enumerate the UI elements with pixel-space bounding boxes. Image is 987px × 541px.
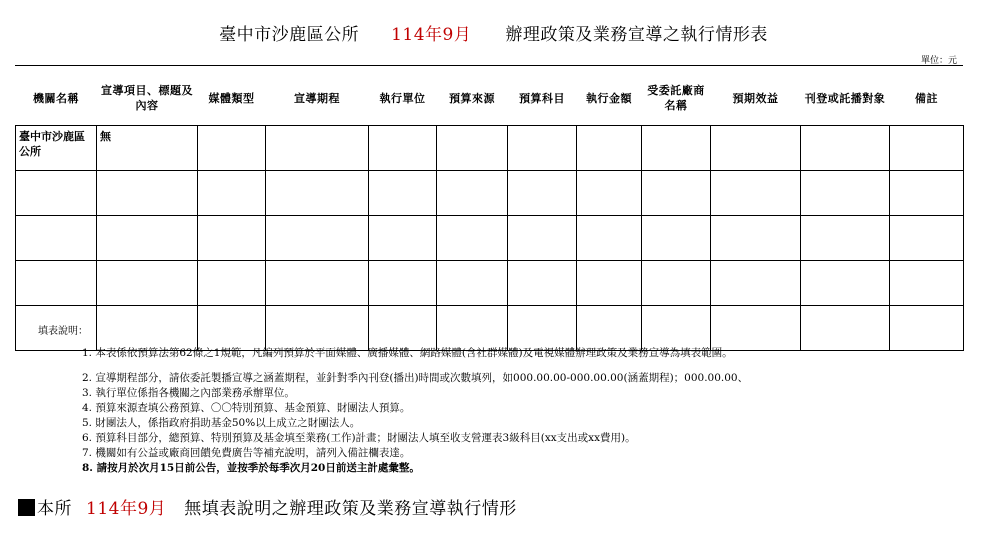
- table-cell: [266, 261, 369, 306]
- table-cell: [97, 216, 198, 261]
- table-cell: [577, 171, 642, 216]
- col-header-amount: 執行金額: [586, 91, 632, 105]
- execution-table: [15, 72, 964, 351]
- col-header-remarks: 備註: [915, 91, 938, 105]
- col-header-media-type: 媒體類型: [208, 91, 255, 105]
- col-header-contractor: 受委託廠商名稱: [647, 84, 705, 112]
- table-cell: [801, 261, 890, 306]
- table-cell: [642, 126, 711, 171]
- col-header-budget-source: 預算來源: [449, 91, 495, 105]
- table-cell: [890, 306, 964, 351]
- note-item: 7. 機關如有公益或廠商回饋免費廣告等補充說明，請列入備註欄表達。: [82, 447, 411, 459]
- col-header-agency: 機關名稱: [33, 91, 79, 105]
- title-office: 臺中市沙鹿區公所: [219, 25, 360, 45]
- table-cell: [890, 216, 964, 261]
- table-cell: [266, 306, 369, 351]
- table-cell: [16, 261, 97, 306]
- footer-text: 無填表說明之辦理政策及業務宣導執行情形: [184, 499, 517, 519]
- footer-prefix: 本所: [37, 499, 72, 519]
- table-cell: [890, 261, 964, 306]
- table-cell: [577, 261, 642, 306]
- note-item: 8. 請按月於次月15日前公告，並按季於每季次月20日前送主計處彙整。: [82, 462, 420, 474]
- table-cell: [801, 306, 890, 351]
- table-row: [16, 171, 964, 216]
- table-cell: [16, 216, 97, 261]
- table-cell: [266, 171, 369, 216]
- table-cell: [508, 306, 577, 351]
- table-cell: [577, 306, 642, 351]
- table-cell: [801, 171, 890, 216]
- table-cell: [642, 216, 711, 261]
- table-cell: [369, 306, 437, 351]
- col-header-budget-account: 預算科目: [519, 91, 565, 105]
- title-period: 114年9月: [391, 25, 472, 45]
- table-cell: [198, 171, 266, 216]
- table-cell: [508, 261, 577, 306]
- table-cell: [369, 126, 437, 171]
- table-cell: [266, 216, 369, 261]
- table-cell: [642, 261, 711, 306]
- table-cell: [711, 216, 801, 261]
- form-title: [0, 20, 987, 46]
- table-cell: [97, 171, 198, 216]
- note-item: 3. 執行單位係指各機關之內部業務承辦單位。: [82, 387, 295, 399]
- table-cell: [890, 126, 964, 171]
- footer-statement: [18, 494, 517, 519]
- table-cell: [369, 171, 437, 216]
- header-rule: [15, 65, 963, 66]
- table-cell: [266, 126, 369, 171]
- table-cell: [198, 126, 266, 171]
- col-header-item: 宣導項目、標題及內容: [101, 84, 193, 112]
- table-cell: [97, 306, 198, 351]
- table-cell: [16, 171, 97, 216]
- notes-list: [82, 346, 972, 476]
- table-cell: [711, 171, 801, 216]
- table-cell: [642, 171, 711, 216]
- table-cell: [642, 306, 711, 351]
- table-cell: [711, 261, 801, 306]
- note-item: 4. 預算來源查填公務預算、〇〇特別預算、基金預算、財團法人預算。: [82, 402, 411, 414]
- table-header-row: [16, 72, 964, 124]
- table-cell: [711, 306, 801, 351]
- square-bullet-icon: [18, 499, 35, 516]
- table-row: [16, 126, 964, 171]
- table-cell: [198, 261, 266, 306]
- title-subject: 辦理政策及業務宣導之執行情形表: [505, 25, 768, 45]
- note-item: 6. 預算科目部分，總預算、特別預算及基金填至業務(工作)計畫；財團法人填至收支營運表3級科目(xx支出或xx費用)。: [82, 432, 636, 444]
- table-row: [16, 306, 964, 351]
- col-header-exec-unit: 執行單位: [379, 91, 426, 105]
- table-cell: [801, 126, 890, 171]
- col-header-target: 刊登或託播對象: [804, 91, 886, 105]
- unit-label: 單位：元: [920, 56, 957, 66]
- note-item: 5. 財團法人，係指政府捐助基金50%以上成立之財團法人。: [82, 417, 361, 429]
- table-cell: [198, 216, 266, 261]
- table-cell: [437, 171, 508, 216]
- table-cell: [577, 126, 642, 171]
- table-cell: [198, 306, 266, 351]
- col-header-schedule: 宣導期程: [294, 91, 340, 105]
- table-cell: [437, 306, 508, 351]
- table-cell: [97, 261, 198, 306]
- table-cell: [437, 216, 508, 261]
- table-cell: [577, 216, 642, 261]
- table-row: [16, 261, 964, 306]
- table-cell: [711, 126, 801, 171]
- table-cell: 無: [97, 126, 198, 171]
- table-cell: [801, 216, 890, 261]
- table-cell: [508, 171, 577, 216]
- table-cell: [890, 171, 964, 216]
- footer-period: 114年9月: [86, 499, 167, 519]
- table-cell: [437, 261, 508, 306]
- table-cell: 臺中市沙鹿區公所: [16, 126, 97, 171]
- table-row: [16, 216, 964, 261]
- table-cell: [508, 216, 577, 261]
- table-cell: [369, 261, 437, 306]
- note-item: 2. 宣導期程部分，請依委託製播宣導之涵蓋期程，並針對季內刊登(播出)時間或次數填列，如000.00.00-000.00.00(涵蓋期程)；000.00.00、: [82, 372, 749, 384]
- notes-label: 填表說明：: [38, 326, 88, 337]
- note-item: 1. 本表係依預算法第62條之1規範，凡編列預算於平面媒體、廣播媒體、網路媒體(含社群媒體)及電視媒體辦理政策及業務宣導為填表範圍。: [82, 347, 733, 359]
- table-cell: [437, 126, 508, 171]
- table-cell: [369, 216, 437, 261]
- table-cell: [508, 126, 577, 171]
- col-header-benefit: 預期效益: [732, 91, 779, 105]
